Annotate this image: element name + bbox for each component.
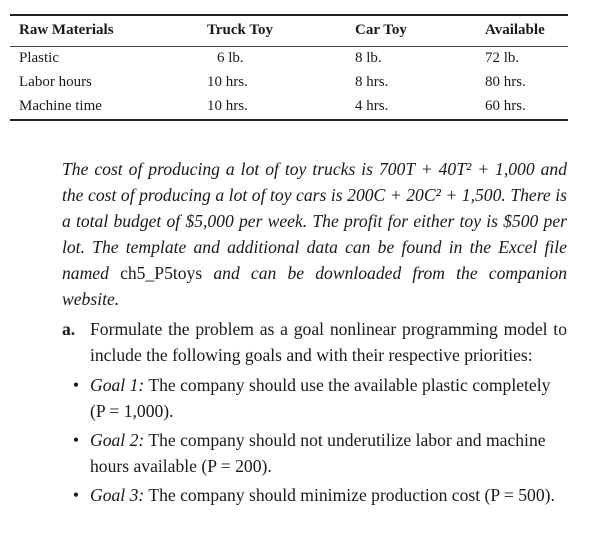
table-header-row: [10, 15, 568, 47]
cell-material: Labor hours: [19, 74, 92, 90]
goal-name: Goal 2:: [90, 430, 145, 450]
cell-car: 4 hrs.: [355, 98, 389, 114]
cell-material: Machine time: [19, 98, 102, 114]
header-raw-materials: Raw Materials: [19, 22, 114, 38]
materials-table-container: [10, 14, 568, 121]
header-car-toy: Car Toy: [355, 22, 407, 38]
cell-truck: 10 hrs.: [207, 74, 248, 90]
goal-description: The company should not underutilize labor and machine hours available (P = 200).: [90, 430, 546, 476]
header-truck-toy: Truck Toy: [207, 22, 273, 38]
list-item: [62, 427, 567, 479]
goal-name: Goal 3:: [90, 485, 145, 505]
bullet-icon: •: [72, 485, 80, 505]
goals-list: [62, 372, 567, 508]
problem-paragraph: [62, 156, 567, 312]
table-row: [10, 71, 568, 95]
excel-filename: ch5_P5toys: [120, 263, 203, 283]
table-row: [10, 47, 568, 72]
materials-table: [10, 14, 568, 121]
paragraph-part1: The cost of producing a lot of toy trucks is 700T + 40T² + 1,000 and the cost of producing a lot of toy cars is 200C + 20C² + 1,500. There is a total budget of $5,000 per week. The profit for either toy is $500 per lot. The template and additional data can be found in the Excel file named: [62, 159, 567, 283]
header-available: Available: [485, 22, 545, 38]
cell-car: 8 lb.: [355, 50, 382, 66]
table-row: [10, 95, 568, 120]
cell-truck: 6 lb.: [217, 50, 244, 66]
list-item: [62, 372, 567, 424]
question-a-text: Formulate the problem as a goal nonlinear programming model to include the following goals and with their respective priorities:: [90, 319, 567, 365]
cell-available: 60 hrs.: [485, 98, 526, 114]
problem-text: [62, 156, 567, 511]
cell-available: 72 lb.: [485, 50, 520, 66]
goal-name: Goal 1:: [90, 375, 145, 395]
cell-material: Plastic: [19, 50, 59, 66]
cell-truck: 10 hrs.: [207, 98, 248, 114]
bullet-icon: •: [72, 430, 80, 450]
goal-description: The company should use the available plastic completely (P = 1,000).: [90, 375, 551, 421]
paragraph-part2: and can be downloaded from the companion website.: [62, 263, 567, 309]
question-a: [62, 316, 567, 368]
bullet-icon: •: [72, 375, 80, 395]
question-a-label: a.: [62, 319, 76, 339]
cell-available: 80 hrs.: [485, 74, 526, 90]
cell-car: 8 hrs.: [355, 74, 389, 90]
goal-description: The company should minimize production cost (P = 500).: [148, 485, 555, 505]
list-item: [62, 482, 567, 508]
